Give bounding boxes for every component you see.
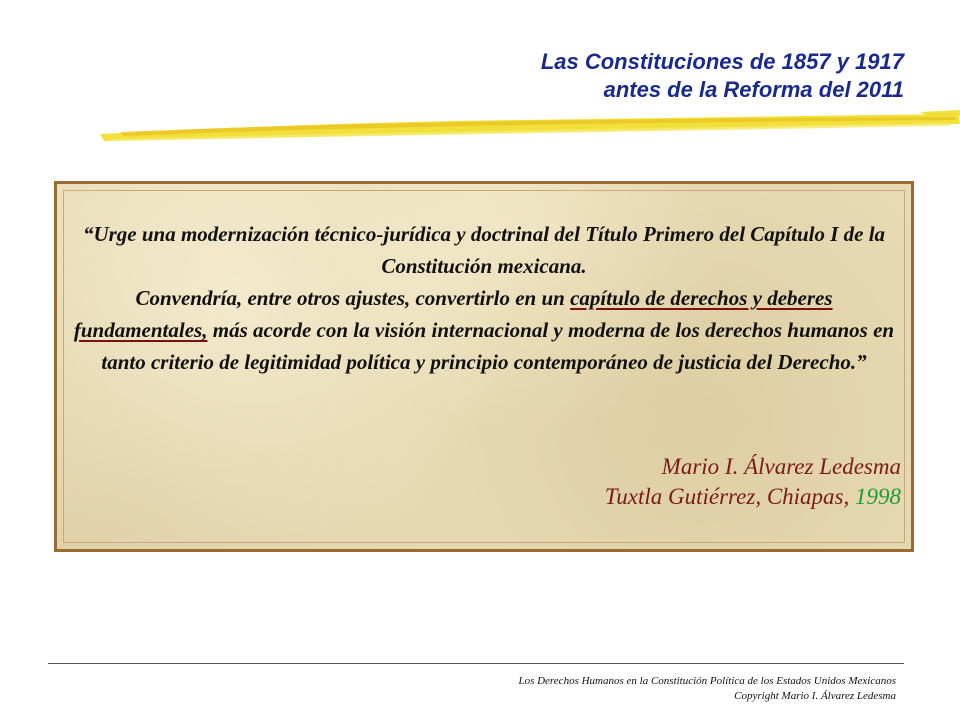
- quote-text-part-2: más acorde con la visión internacional y moderna de los derechos humanos en tanto criterio de legitimidad política y principio contemporáneo de justicia del Derecho.”: [101, 318, 895, 374]
- quote-text-part-1: Convendría, entre otros ajustes, convertirlo en un: [135, 286, 571, 310]
- quote-text: [69, 218, 899, 378]
- quote-place: Tuxtla Gutiérrez, Chiapas,: [604, 484, 855, 509]
- yellow-brush-stroke: [100, 108, 960, 148]
- underlined-phrase: capítulo de derechos y deberes fundamentales,: [73, 286, 833, 342]
- quote-place-date: [605, 482, 901, 512]
- title-line-2: antes de la Reforma del 2011: [603, 77, 904, 102]
- quote-panel: [54, 181, 914, 552]
- quote-author: Mario I. Álvarez Ledesma: [661, 454, 901, 479]
- slide-title: [541, 48, 904, 104]
- footer-divider: [48, 663, 904, 664]
- title-line-1: Las Constituciones de 1857 y 1917: [540, 49, 904, 74]
- quote-paragraph-2: [69, 282, 899, 378]
- attribution: [605, 452, 901, 512]
- footer-copyright: Copyright Mario I. Álvarez Ledesma: [734, 690, 896, 702]
- footer-line-1: Los Derechos Humanos en la Constitución Política de los Estados Unidos Mexicanos: [518, 675, 896, 687]
- quote-year: 1998: [855, 484, 901, 509]
- quote-paragraph-1: “Urge una modernización técnico-jurídica y doctrinal del Título Primero del Capítulo I de la Constitución mexicana.: [82, 222, 886, 278]
- footer: [518, 674, 896, 704]
